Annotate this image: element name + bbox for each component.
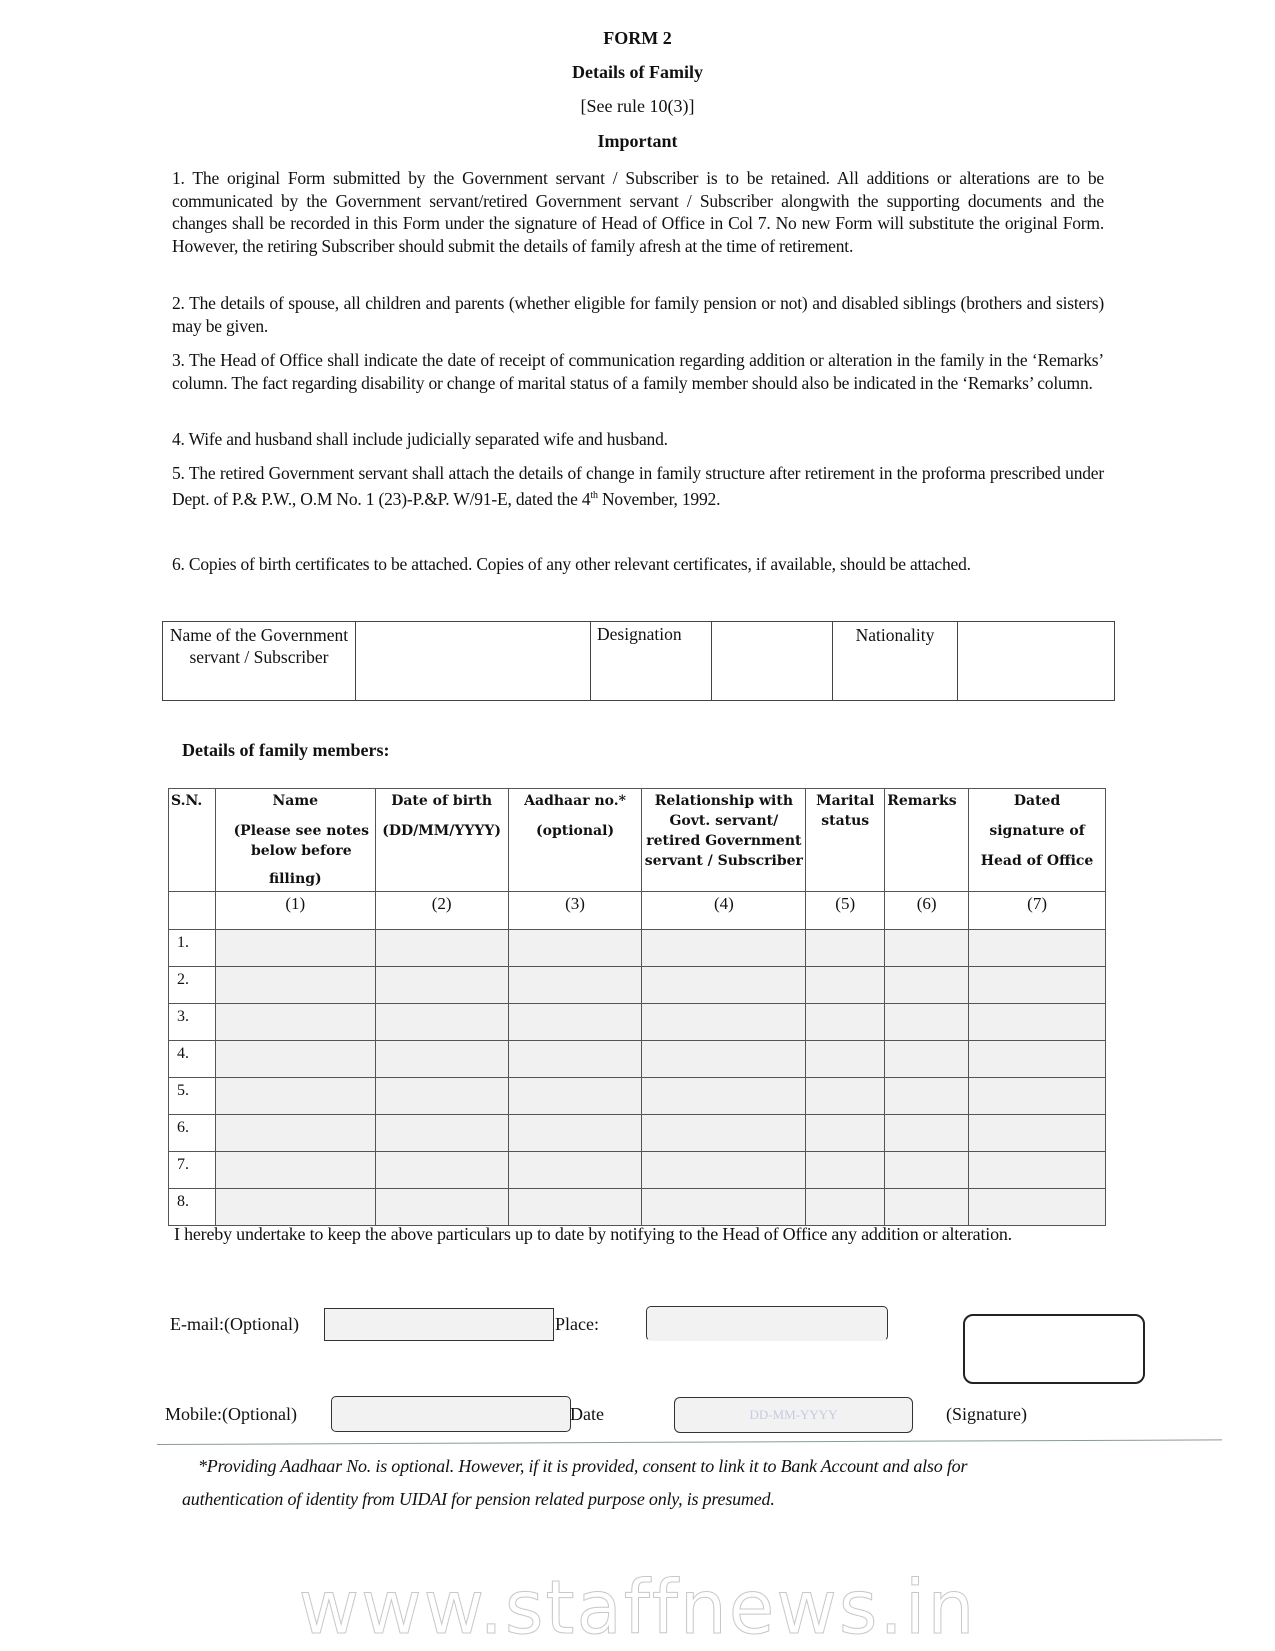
member-head-signature-cell[interactable] [969,1078,1106,1115]
header-aadhaar-optional: (optional) [536,823,615,839]
member-head-signature-cell[interactable] [969,1189,1106,1226]
date-label: Date [570,1404,604,1424]
note-1: 1. The original Form submitted by the Government servant / Subscriber is to be retained. All additions or alterations are to be communicated by the Government servant/retired Government servant / Subscriber alongwith the supporting documents and the changes shall be recorded in this Form under the signature of Head of Office in Col 7. No new Form will substitute the original Form. However, the retiring Subscriber should submit the details of family afresh at the time of retirement. [172,168,1104,256]
member-relationship-cell[interactable] [642,1004,806,1041]
member-remarks-cell[interactable] [885,1189,969,1226]
family-member-row [169,1152,1106,1189]
member-marital-status-cell[interactable] [806,1115,885,1152]
header-dob-text: Date of birth [391,793,493,809]
member-dob-cell[interactable] [375,1004,508,1041]
place-label: Place: [555,1314,599,1334]
header-aadhaar [508,789,642,892]
member-head-signature-cell[interactable] [969,1004,1106,1041]
member-aadhaar-cell[interactable] [508,1004,642,1041]
member-remarks-cell[interactable] [885,1115,969,1152]
nationality-field[interactable] [958,622,1115,701]
member-aadhaar-cell[interactable] [508,930,642,967]
member-marital-status-cell[interactable] [806,930,885,967]
family-member-row [169,1115,1106,1152]
signature-box[interactable] [963,1314,1145,1384]
member-head-signature-cell[interactable] [969,1152,1106,1189]
family-members-table [168,788,1106,1226]
header-sn [169,789,216,892]
family-member-row [169,1189,1106,1226]
undertaking-statement: I hereby undertake to keep the above particulars up to date by notifying to the Head of Office any addition or alteration. [174,1224,1012,1244]
note-5 [172,462,1104,510]
member-aadhaar-cell[interactable] [508,1041,642,1078]
header-dob [375,789,508,892]
member-aadhaar-cell[interactable] [508,967,642,1004]
family-member-row [169,967,1106,1004]
member-remarks-cell[interactable] [885,1152,969,1189]
note-6: 6. Copies of birth certificates to be attached. Copies of any other relevant certificates, if available, should be attached. [172,554,971,574]
member-marital-status-cell[interactable] [806,1078,885,1115]
important-heading: Important [597,131,678,151]
column-number: (2) [375,892,508,930]
family-member-row [169,1041,1106,1078]
member-name-cell[interactable] [215,1115,375,1152]
rule-reference: [See rule 10(3)] [580,96,695,116]
member-remarks-cell[interactable] [885,930,969,967]
member-name-cell[interactable] [215,1152,375,1189]
family-member-row [169,930,1106,967]
signature-label: (Signature) [946,1404,1027,1424]
member-name-cell[interactable] [215,1004,375,1041]
member-marital-status-cell[interactable] [806,1041,885,1078]
row-serial-number: 2. [169,967,216,1004]
member-marital-status-cell[interactable] [806,1189,885,1226]
member-marital-status-cell[interactable] [806,1152,885,1189]
note-3: 3. The Head of Office shall indicate the date of receipt of communication regarding addition or alteration in the family in the ‘Remarks’ column. The fact regarding disability or change of marital status of a family member should also be indicated in the ‘Remarks’ column. [172,350,1104,393]
header-name-note: (Please see notes below before [233,823,370,859]
designation-label: Designation [591,622,712,701]
footnote-line-1: *Providing Aadhaar No. is optional. However, if it is provided, consent to link it to Bank Account and also for [198,1456,968,1476]
member-head-signature-cell[interactable] [969,930,1106,967]
member-aadhaar-cell[interactable] [508,1115,642,1152]
designation-field[interactable] [712,622,833,701]
member-aadhaar-cell[interactable] [508,1152,642,1189]
family-member-row [169,1004,1106,1041]
column-number: (7) [969,892,1106,930]
row-serial-number: 3. [169,1004,216,1041]
header-remarks-text: Remarks [887,793,957,809]
member-name-cell[interactable] [215,1078,375,1115]
aadhaar-footnote [182,1450,1132,1516]
row-serial-number: 1. [169,930,216,967]
member-aadhaar-cell[interactable] [508,1078,642,1115]
header-aadhaar-text: Aadhaar no.* [524,793,626,809]
member-dob-cell[interactable] [375,1078,508,1115]
note-5-text-end: November, 1992. [597,488,721,509]
column-number: (1) [215,892,375,930]
member-relationship-cell[interactable] [642,930,806,967]
header-name-note-end: filling) [268,871,322,887]
member-relationship-cell[interactable] [642,1152,806,1189]
note-4: 4. Wife and husband shall include judicially separated wife and husband. [172,429,668,449]
member-name-cell[interactable] [215,1189,375,1226]
member-dob-cell[interactable] [375,1041,508,1078]
email-label: E-mail:(Optional) [170,1314,299,1334]
member-relationship-cell[interactable] [642,1189,806,1226]
family-table-header-row [169,789,1106,892]
member-dob-cell[interactable] [375,1152,508,1189]
member-remarks-cell[interactable] [885,967,969,1004]
header-name-text: Name [272,793,319,809]
header-remarks [885,789,969,892]
subscriber-name-field[interactable] [356,622,591,701]
header-marital-status-text: Marital status [816,793,875,829]
member-name-cell[interactable] [215,967,375,1004]
member-remarks-cell[interactable] [885,1041,969,1078]
member-remarks-cell[interactable] [885,1004,969,1041]
row-serial-number: 4. [169,1041,216,1078]
note-5-superscript: th [590,489,598,501]
column-number [169,892,216,930]
note-2: 2. The details of spouse, all children and parents (whether eligible for family pension or not) and disabled siblings (brothers and sisters) may be given. [172,293,1104,336]
member-aadhaar-cell[interactable] [508,1189,642,1226]
member-dob-cell[interactable] [375,930,508,967]
date-field[interactable]: DD-MM-YYYY [674,1397,913,1433]
header-relationship-text: Relationship with Govt. servant/ retired Government servant / Subscriber [644,793,803,869]
subscriber-name-label: Name of the Government servant / Subscriber [163,622,356,701]
form-title: FORM 2 [603,28,672,48]
header-marital-status [806,789,885,892]
header-sn-text: S.N. [171,793,203,809]
footnote-divider [157,1439,1222,1445]
member-dob-cell[interactable] [375,1115,508,1152]
mobile-label: Mobile:(Optional) [165,1404,297,1424]
column-number: (4) [642,892,806,930]
family-member-row [169,1078,1106,1115]
header-relationship [642,789,806,892]
member-marital-status-cell[interactable] [806,967,885,1004]
header-dob-format: (DD/MM/YYYY) [382,823,501,839]
row-serial-number: 7. [169,1152,216,1189]
footnote-line-2: authentication of identity from UIDAI for pension related purpose only, is presumed. [182,1489,775,1509]
member-relationship-cell[interactable] [642,967,806,1004]
member-remarks-cell[interactable] [885,1078,969,1115]
member-relationship-cell[interactable] [642,1115,806,1152]
form-subtitle: Details of Family [572,62,703,82]
subscriber-details-table [162,621,1115,701]
member-relationship-cell[interactable] [642,1041,806,1078]
header-name [215,789,375,892]
header-head-signature [969,789,1106,892]
column-number: (5) [806,892,885,930]
place-field[interactable] [646,1306,888,1341]
member-dob-cell[interactable] [375,967,508,1004]
member-name-cell[interactable] [215,1041,375,1078]
member-head-signature-cell[interactable] [969,1115,1106,1152]
member-head-signature-cell[interactable] [969,967,1106,1004]
member-marital-status-cell[interactable] [806,1004,885,1041]
header-signature-head-of-office: Head of Office [980,853,1094,869]
member-dob-cell[interactable] [375,1189,508,1226]
family-members-heading: Details of family members: [182,740,390,760]
column-number: (6) [885,892,969,930]
row-serial-number: 6. [169,1115,216,1152]
header-signature-dated: Dated [1013,793,1061,809]
mobile-field[interactable] [331,1396,571,1432]
member-head-signature-cell[interactable] [969,1041,1106,1078]
note-5-text: 5. The retired Government servant shall attach the details of change in family structure after retirement in the proforma prescribed under Dept. of P.& P.W., O.M No. 1 (23)-P.&P. W/91-E, dated the 4 [172,463,1104,509]
member-name-cell[interactable] [215,930,375,967]
row-serial-number: 5. [169,1078,216,1115]
column-number-row [169,892,1106,930]
member-relationship-cell[interactable] [642,1078,806,1115]
row-serial-number: 8. [169,1189,216,1226]
email-field[interactable] [324,1308,554,1341]
nationality-label: Nationality [833,622,958,701]
watermark: www.staffnews.in [298,1565,977,1651]
column-number: (3) [508,892,642,930]
header-signature-of: signature of [989,823,1085,839]
